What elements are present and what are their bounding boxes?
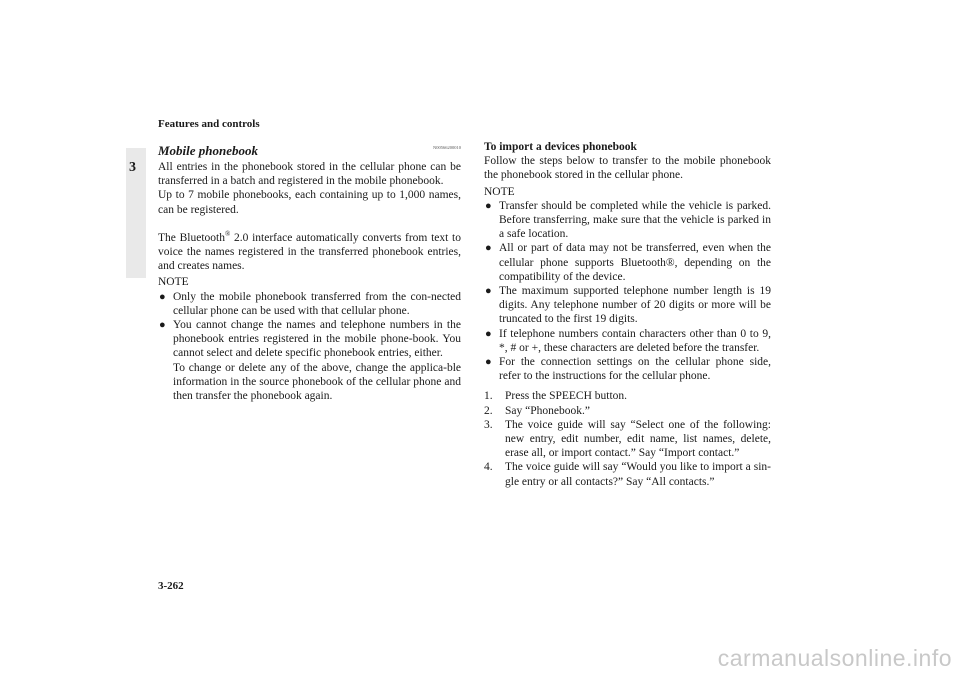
paragraph: All entries in the phonebook stored in the cellular phone can be transferred in a batch and registered in the mobile phonebook. — [158, 161, 461, 188]
step-text: The voice guide will say “Would you like to import a sin-gle entry or all contacts?” Say “All contacts.” — [505, 461, 771, 488]
paragraph — [158, 231, 461, 274]
step-number: 2. — [484, 404, 493, 417]
step-number: 1. — [484, 390, 493, 403]
note-text: Transfer should be completed while the vehicle is parked. Before transferring, make sure that the vehicle is parked in a safe location. — [499, 199, 771, 241]
note-text: If telephone numbers contain characters other than 0 to 9, *, # or +, these characters are deleted before the transfer. — [499, 327, 771, 354]
note-text: For the connection settings on the cellular phone side, refer to the instructions for the cellular phone. — [499, 356, 771, 383]
note-text: Only the mobile phonebook transferred from the con-nected cellular phone can be used with that cellular phone. — [173, 290, 461, 317]
note-list — [484, 199, 771, 384]
note-text: All or part of data may not be transferred, even when the cellular phone supports Bluetooth®, depending on the compatibility of the device. — [499, 242, 771, 283]
paragraph: Up to 7 mobile phonebooks, each containing up to 1,000 names, can be registered. — [158, 189, 461, 216]
note-text: The maximum supported telephone number length is 19 digits. Any telephone number of 20 digits or more will be truncated to the first 19 digits. — [499, 285, 771, 326]
paragraph: Follow the steps below to transfer to the mobile phonebook the phonebook stored in the cellular phone. — [484, 155, 771, 182]
page-number: 3-262 — [158, 580, 184, 592]
note-text: To change or delete any of the above, change the applica-ble information in the source phonebook of the cellular phone and then transfer the phonebook again. — [173, 361, 461, 403]
running-header: Features and controls — [158, 118, 260, 130]
step-item — [484, 404, 771, 418]
bullet-icon: ● — [159, 290, 166, 303]
watermark: carmanualsonline.info — [717, 645, 952, 671]
step-text: The voice guide will say “Select one of the following: new entry, edit number, edit name, list names, delete, erase all, or import contact.” Say “Import contact.” — [505, 418, 771, 460]
note-item — [158, 318, 461, 403]
step-item — [484, 389, 771, 403]
step-number: 4. — [484, 461, 493, 474]
step-item — [484, 418, 771, 461]
paragraph-text: The Bluetooth — [158, 231, 225, 244]
note-item — [484, 327, 771, 355]
registered-mark: ® — [224, 229, 231, 238]
step-item — [484, 460, 771, 488]
bullet-icon: ● — [159, 319, 166, 332]
note-item — [484, 284, 771, 327]
note-item — [484, 241, 771, 284]
note-text: You cannot change the names and telephone numbers in the phonebook entries registered in the mobile phone-book. You cannot select and delete specific phonebook entries, either. — [173, 319, 461, 360]
bullet-icon: ● — [485, 199, 492, 212]
bullet-icon: ● — [485, 327, 492, 340]
step-text: Press the SPEECH button. — [505, 390, 628, 403]
note-item — [484, 199, 771, 242]
note-item — [158, 290, 461, 318]
note-label: NOTE — [158, 276, 189, 289]
step-number: 3. — [484, 418, 493, 431]
step-list — [484, 389, 771, 488]
paragraph-text: 2.0 interface automatically converts from text to voice the names registered in the transferred phonebook entries, and creates names. — [158, 231, 461, 273]
right-column — [484, 140, 771, 489]
section-title — [158, 140, 461, 158]
note-label: NOTE — [484, 185, 515, 198]
bullet-icon: ● — [485, 242, 492, 255]
note-item — [484, 355, 771, 383]
subsection-title: To import a devices phonebook — [484, 141, 637, 153]
section-title-text: Mobile phonebook — [158, 143, 259, 158]
left-column — [158, 140, 461, 403]
bullet-icon: ● — [485, 356, 492, 369]
note-list — [158, 290, 461, 404]
step-text: Say “Phonebook.” — [505, 404, 590, 417]
section-code: N00566200010 — [433, 145, 461, 150]
bullet-icon: ● — [485, 285, 492, 298]
chapter-number: 3 — [129, 160, 136, 175]
